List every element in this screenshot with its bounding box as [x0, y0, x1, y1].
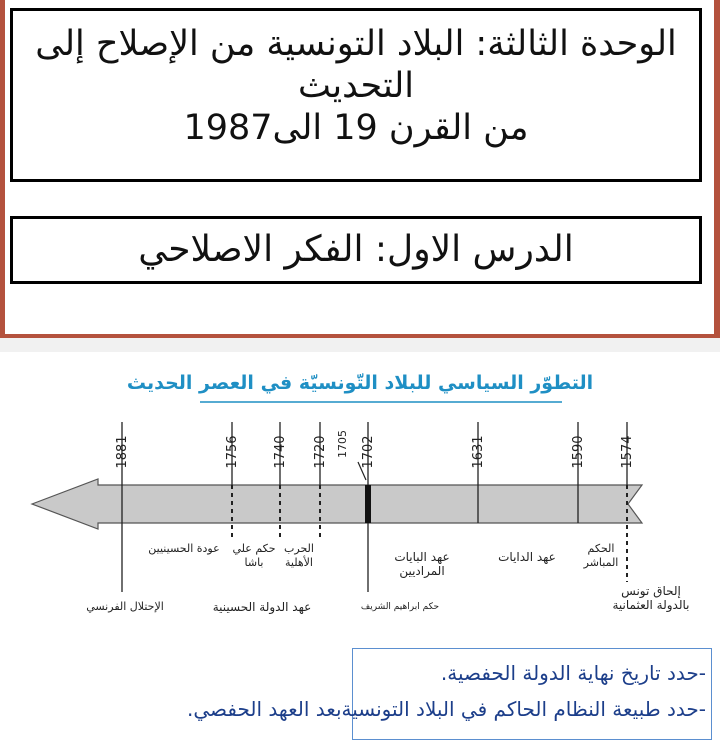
year-1631: 1631 — [471, 435, 486, 469]
label-civil-war — [278, 542, 320, 570]
timeline-arrow — [32, 479, 642, 529]
label-ali-pasha-line2: باشا — [244, 556, 264, 569]
label-civil-war-line1: الحرب — [284, 542, 314, 555]
label-muradid-line1: عهد البايات — [394, 550, 450, 564]
label-ali-pasha — [232, 542, 276, 570]
label-deys-era: عهد الدايات — [498, 550, 556, 564]
label-direct-rule — [578, 542, 624, 570]
year-1590: 1590 — [571, 435, 586, 469]
year-1740: 1740 — [273, 435, 288, 469]
unit-title-line1: الوحدة الثالثة: البلاد التونسية من الإصلاح إلى — [35, 24, 677, 64]
image-separator — [0, 338, 720, 352]
year-1881: 1881 — [115, 435, 130, 469]
lesson-title: الدرس الاول: الفكر الاصلاحي — [138, 229, 574, 270]
label-husaynid-return: عودة الحسينيين — [148, 542, 220, 555]
question-1: -حدد تاريخ نهاية الدولة الحفصية. — [440, 661, 706, 685]
label-french-occupation: الإحتلال الفرنسي — [86, 600, 164, 613]
label-husaynid-era: عهد الدولة الحسينية — [212, 600, 312, 614]
label-civil-war-line2: الأهلية — [285, 556, 313, 569]
question-2: -حدد طبيعة النظام الحاكم في البلاد التونسيةبعد العهد الحفصي. — [187, 697, 706, 721]
label-direct-rule-line2: المباشر — [583, 556, 619, 569]
label-ottoman-line2: بالدولة العثمانية — [612, 598, 690, 612]
label-ottoman-line1: إلحاق تونس — [621, 584, 681, 598]
label-ibrahim-sharif: حكم ابراهيم الشريف — [360, 602, 440, 612]
unit-title-box — [10, 8, 702, 182]
lesson-header-card — [0, 0, 720, 338]
label-muradid-line2: المراديين — [399, 564, 445, 578]
label-direct-rule-line1: الحكم — [587, 542, 615, 555]
label-ottoman-annexation — [588, 584, 714, 612]
unit-title-line2: التحديث — [297, 66, 415, 106]
year-1720: 1720 — [313, 435, 328, 469]
timeline-figure — [0, 352, 720, 750]
figure-title: التطوّر السياسي للبلاد التّونسيّة في العصر الحديث — [126, 372, 594, 394]
label-ali-pasha-line1: حكم علي — [232, 542, 276, 555]
year-1705: 1705 — [336, 430, 349, 458]
lesson-title-box — [10, 216, 702, 284]
tick-1702-marker — [365, 485, 371, 523]
year-1756: 1756 — [225, 435, 240, 469]
card-border-right — [714, 0, 720, 338]
card-border-left — [0, 0, 5, 338]
label-muradid-beys — [382, 550, 462, 578]
year-1574: 1574 — [620, 435, 635, 469]
unit-period-line: من القرن 19 الى1987 — [183, 108, 529, 148]
year-1702: 1702 — [361, 435, 376, 469]
